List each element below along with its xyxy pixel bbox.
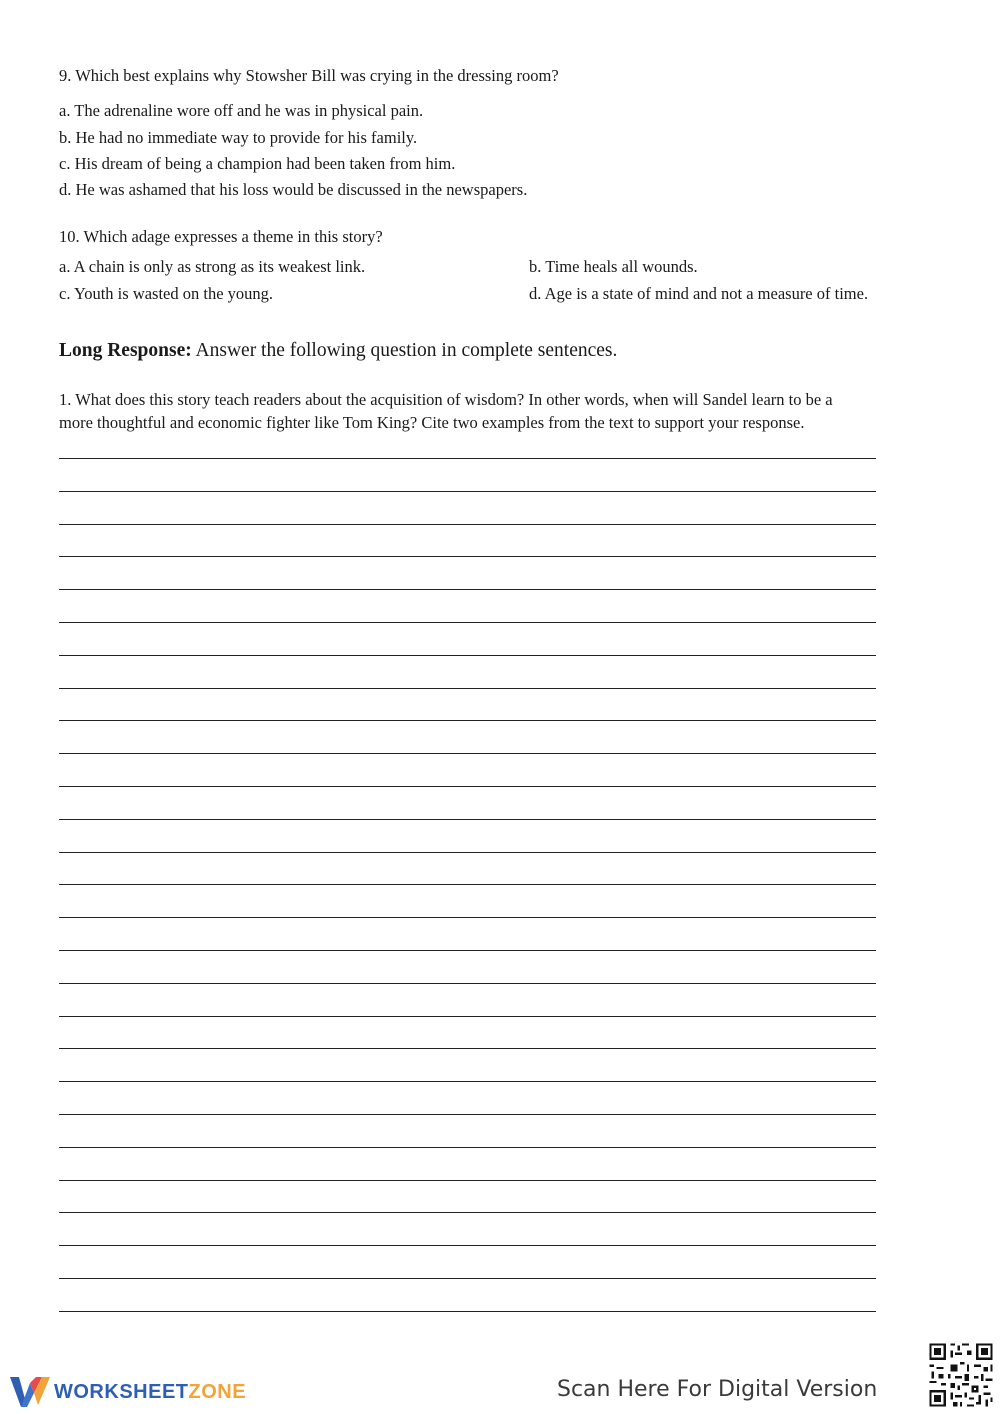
answer-line bbox=[59, 786, 876, 787]
answer-line bbox=[59, 1311, 876, 1312]
logo-part-2: ZONE bbox=[188, 1380, 247, 1403]
prompt-line-1: 1. What does this story teach readers about the acquisition of wisdom? In other words, when will Sandel learn to be a bbox=[59, 390, 833, 409]
worksheetzone-logo bbox=[10, 1374, 246, 1410]
logo-part-1: WORKSHEET bbox=[54, 1380, 189, 1403]
logo-wordmark bbox=[54, 1381, 246, 1404]
q9-option-a: a. The adrenaline wore off and he was in physical pain. bbox=[59, 101, 424, 120]
w-logo-icon bbox=[10, 1375, 50, 1409]
q9-option-c: c. His dream of being a champion had been taken from him. bbox=[59, 154, 456, 173]
answer-line bbox=[59, 688, 876, 689]
answer-line bbox=[59, 1245, 876, 1246]
answer-line bbox=[59, 589, 876, 590]
answer-line bbox=[59, 1081, 876, 1082]
long-response-prompt bbox=[59, 388, 919, 434]
answer-line bbox=[59, 524, 876, 525]
answer-line bbox=[59, 1180, 876, 1181]
q10-option-d: d. Age is a state of mind and not a measure of time. bbox=[529, 284, 869, 303]
answer-line bbox=[59, 1114, 876, 1115]
answer-line bbox=[59, 1016, 876, 1017]
answer-line bbox=[59, 720, 876, 721]
long-response-heading bbox=[59, 339, 617, 363]
answer-line bbox=[59, 1212, 876, 1213]
scan-here-text: Scan Here For Digital Version bbox=[557, 1377, 878, 1402]
q10-option-b: b. Time heals all wounds. bbox=[529, 257, 698, 276]
answer-line bbox=[59, 753, 876, 754]
long-response-label: Long Response: bbox=[59, 340, 192, 361]
answer-line bbox=[59, 1048, 876, 1049]
answer-line bbox=[59, 884, 876, 885]
answer-line bbox=[59, 491, 876, 492]
answer-line bbox=[59, 983, 876, 984]
answer-line bbox=[59, 556, 876, 557]
answer-line bbox=[59, 819, 876, 820]
answer-line bbox=[59, 852, 876, 853]
q9-option-d: d. He was ashamed that his loss would be discussed in the newspapers. bbox=[59, 180, 528, 199]
question-9: 9. Which best explains why Stowsher Bill was crying in the dressing room? bbox=[59, 66, 559, 85]
answer-line bbox=[59, 1147, 876, 1148]
q10-option-c: c. Youth is wasted on the young. bbox=[59, 284, 274, 303]
answer-line bbox=[59, 950, 876, 951]
answer-line bbox=[59, 917, 876, 918]
answer-line bbox=[59, 458, 876, 459]
answer-line bbox=[59, 622, 876, 623]
q9-option-b: b. He had no immediate way to provide for his family. bbox=[59, 128, 418, 147]
answer-line bbox=[59, 1278, 876, 1279]
q10-option-a: a. A chain is only as strong as its weakest link. bbox=[59, 257, 366, 276]
prompt-line-2: more thoughtful and economic fighter like Tom King? Cite two examples from the text to support your response. bbox=[59, 413, 805, 432]
question-10: 10. Which adage expresses a theme in this story? bbox=[59, 227, 383, 246]
long-response-instruction: Answer the following question in complete sentences. bbox=[191, 340, 618, 361]
answer-line bbox=[59, 655, 876, 656]
qr-code-icon[interactable] bbox=[927, 1341, 995, 1409]
